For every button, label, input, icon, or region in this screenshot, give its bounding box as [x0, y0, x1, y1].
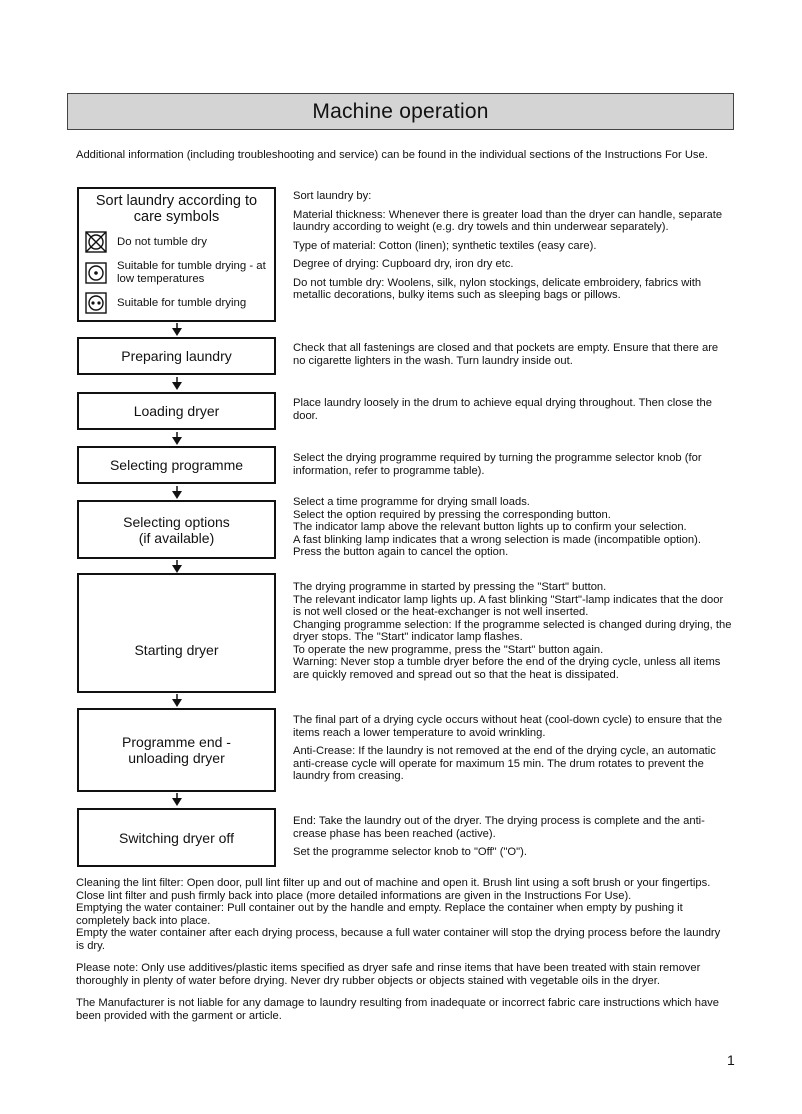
liability-note: The Manufacturer is not liable for any damage to laundry resulting from inadequate or incorrect fabric care instructions which have been provided with the garment or article. — [76, 997, 719, 1022]
desc-paragraph: Check that all fastenings are closed and that pockets are empty. Ensure that there are no cigarette lighters in the wash. Turn laundry inside out. — [293, 342, 719, 367]
step-label: Switching dryer off — [119, 829, 234, 846]
tumble-dry-normal-icon — [85, 292, 107, 314]
care-symbol-row — [79, 292, 274, 314]
lint-filter-notes — [76, 877, 726, 952]
step-label: Selecting programme — [109, 457, 244, 473]
step-label-line1: Selecting options — [123, 513, 230, 530]
desc-selecting-options — [293, 496, 733, 559]
flow-arrow-icon — [170, 560, 184, 574]
flow-arrow-icon — [170, 793, 184, 807]
desc-line: Select the option required by pressing the corresponding button. — [293, 508, 611, 521]
desc-line: Select a time programme for drying small loads. — [293, 496, 530, 508]
desc-line: The relevant indicator lamp lights up. A fast blinking "Start"-lamp indicates that the door is not well closed or the heat-exchanger is not well inserted. — [293, 593, 724, 618]
step-sort-title-line2: care symbols — [133, 209, 220, 225]
desc-paragraph: Type of material: Cotton (linen); synthetic textiles (easy care). — [293, 239, 597, 252]
flow-arrow-icon — [170, 694, 184, 708]
desc-paragraph: Set the programme selector knob to "Off" ("O"). — [293, 846, 527, 858]
desc-starting — [293, 581, 733, 681]
desc-line: Press the button again to cancel the option. — [293, 546, 509, 558]
desc-paragraph: Do not tumble dry: Woolens, silk, nylon stockings, delicate embroidery, fabrics with metallic decorations, bulky items such as sleeping bags or pillows. — [293, 276, 702, 301]
step-label-line1: Programme end - — [122, 734, 231, 750]
flow-arrow-icon — [170, 486, 184, 500]
desc-paragraph: The final part of a drying cycle occurs without heat (cool-down cycle) to ensure that the items reach a lower temperature to avoid wrinkling. — [293, 714, 723, 739]
flow-arrow-icon — [170, 432, 184, 446]
desc-paragraph: Material thickness: Whenever there is greater load than the dryer can handle, separate laundry according to weight (e.g. dry towels and thin underwear separately). — [293, 208, 723, 233]
care-symbol-row — [79, 231, 274, 253]
desc-paragraph: Place laundry loosely in the drum to achieve equal drying throughout. Then close the door. — [293, 397, 712, 422]
step-sort-laundry — [77, 187, 276, 322]
desc-paragraph: End: Take the laundry out of the dryer. The drying process is complete and the anti-crease phase has been reached (active). — [293, 815, 705, 840]
bottom-notes — [76, 877, 726, 1032]
desc-sort — [293, 190, 733, 302]
desc-switching-off — [293, 815, 733, 859]
intro-text: Additional information (including troubleshooting and service) can be found in the individual sections of the Instructions For Use. — [76, 149, 708, 161]
page-number: 1 — [727, 1052, 735, 1068]
desc-line: Changing programme selection: If the programme selected is changed during drying, the dryer stops. The "Start" indicator lamp flashes. — [293, 618, 732, 643]
page-header — [67, 93, 734, 130]
step-label: Loading dryer — [133, 403, 220, 419]
care-symbol-label: Suitable for tumble drying — [117, 296, 247, 309]
step-selecting-options — [77, 500, 276, 559]
desc-paragraph: Degree of drying: Cupboard dry, iron dry etc. — [293, 258, 514, 270]
please-note: Please note: Only use additives/plastic items specified as dryer safe and rinse items that have been treated with stain remover thoroughly in plenty of water before drying. Never dry rubber objects or objects stained with vegetable oils in the dryer. — [76, 962, 701, 987]
step-preparing-laundry — [77, 337, 276, 375]
note-line: Emptying the water container: Pull container out by the handle and empty. Replace the container when empty by pushing it completely back into place. — [76, 902, 683, 927]
step-switching-off — [77, 808, 276, 867]
flow-arrow-icon — [170, 323, 184, 337]
step-loading-dryer — [77, 392, 276, 430]
tumble-dry-low-icon — [85, 262, 107, 284]
care-symbol-label: Suitable for tumble drying - at low temperatures — [117, 260, 266, 285]
step-starting-dryer — [77, 573, 276, 693]
note-line: Cleaning the lint filter: Open door, pull lint filter up and out of machine and open it. Brush lint using a soft brush or your fingertips. Close lint filter and push firmly back into place (more detailed informations are given in the Instructions For Use). — [76, 877, 711, 902]
step-label: Starting dryer — [134, 642, 219, 658]
care-symbol-label: Do not tumble dry — [117, 235, 207, 248]
step-label-line2: unloading dryer — [128, 750, 225, 766]
desc-line: A fast blinking lamp indicates that a wrong selection is made (incompatible option). — [293, 533, 701, 546]
step-label: Preparing laundry — [121, 348, 232, 364]
step-selecting-programme — [77, 446, 276, 484]
desc-selecting-programme — [293, 452, 733, 477]
desc-loading — [293, 397, 733, 422]
desc-paragraph: Sort laundry by: — [293, 190, 372, 202]
step-label-line2: (if available) — [138, 529, 215, 546]
desc-preparing — [293, 342, 733, 367]
desc-line: The indicator lamp above the relevant button lights up to confirm your selection. — [293, 521, 687, 533]
desc-line: To operate the new programme, press the "Start" button again. — [293, 643, 604, 656]
care-symbol-row — [79, 260, 274, 285]
page-title: Machine operation — [312, 99, 489, 123]
step-programme-end — [77, 708, 276, 792]
desc-line: The drying programme in started by pressing the "Start" button. — [293, 581, 607, 593]
desc-paragraph: Select the drying programme required by turning the programme selector knob (for information, refer to programme table). — [293, 452, 702, 477]
desc-programme-end — [293, 714, 733, 783]
step-sort-title-line1: Sort laundry according to — [95, 193, 258, 209]
flow-arrow-icon — [170, 377, 184, 391]
note-line: Empty the water container after each drying process, because a full water container will stop the drying process before the laundry is dry. — [76, 927, 721, 952]
no-tumble-dry-icon — [85, 231, 107, 253]
desc-line: Warning: Never stop a tumble dryer before the end of the drying cycle, unless all items are quickly removed and spread out so that the heat is dissipated. — [293, 656, 721, 681]
desc-paragraph: Anti-Crease: If the laundry is not removed at the end of the drying cycle, an automatic anti-crease cycle will operate for maximum 15 min. The drum rotates to prevent the laundry from creasing. — [293, 745, 716, 782]
